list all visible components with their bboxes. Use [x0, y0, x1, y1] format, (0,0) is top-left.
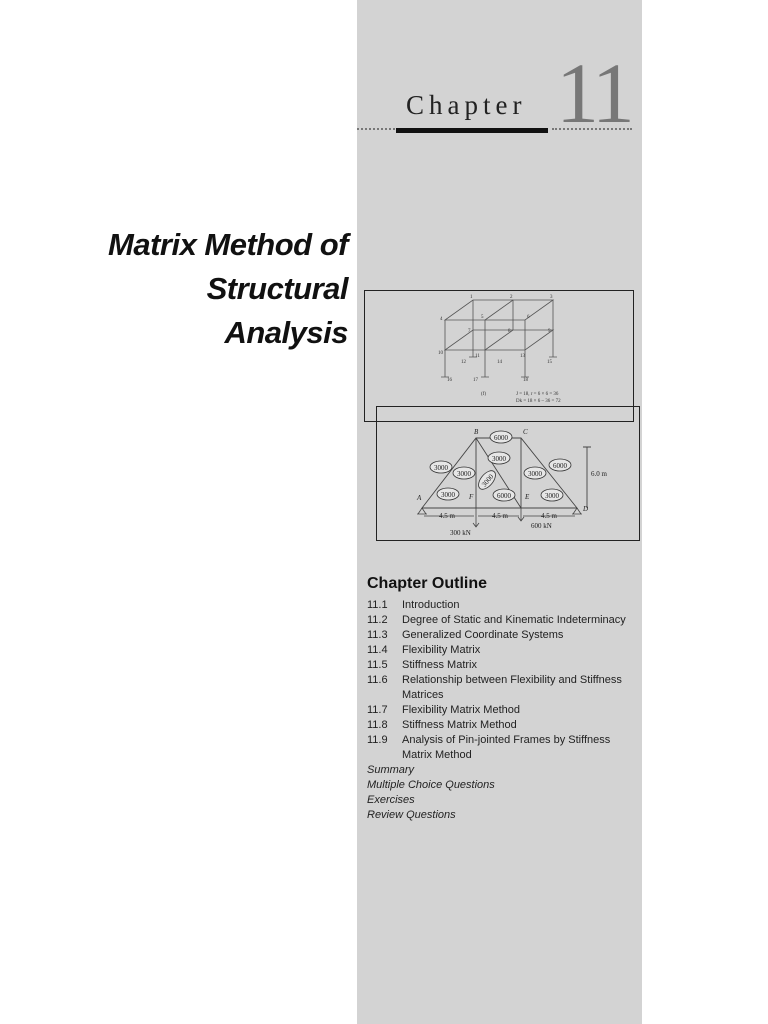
outline-summary: Summary — [367, 764, 415, 776]
frame-node-label: 1 — [470, 295, 473, 300]
outline-item-number: 11.4 — [367, 644, 388, 656]
outline-heading: Chapter Outline — [367, 575, 488, 592]
member-force-label: 3000 — [441, 491, 455, 499]
heading-rule — [396, 128, 548, 133]
outline-item-text: Generalized Coordinate Systems — [402, 629, 564, 641]
member-force-label: 6000 — [494, 434, 508, 442]
member-force-label: 3000 — [545, 492, 559, 500]
outline-mcq: Multiple Choice Questions — [367, 779, 495, 791]
outline-item — [367, 628, 642, 643]
dotted-rule-left — [357, 128, 395, 132]
member-force-label: 6000 — [497, 492, 511, 500]
frame-node-label: 7 — [468, 329, 471, 334]
frame-equation-1: J = 18, r = 6 × 6 = 36 — [516, 392, 559, 397]
outline-item-text: Introduction — [402, 599, 460, 611]
member-force-label: 3000 — [457, 470, 471, 478]
outline-item-number: 11.9 — [367, 734, 388, 746]
outline-item-text: Degree of Static and Kinematic Indeterminacy — [402, 614, 626, 626]
load-label: 300 kN — [450, 529, 471, 537]
frame-node-label: 18 — [523, 378, 528, 383]
outline-item-text: Stiffness Matrix Method — [402, 719, 517, 731]
outline-item — [367, 613, 642, 628]
frame-node-label: 16 — [447, 378, 452, 383]
joint-label-c: C — [523, 428, 528, 436]
member-force-label: 3000 — [434, 464, 448, 472]
outline-exercises: Exercises — [367, 794, 415, 806]
truss-diagram — [377, 407, 638, 539]
frame-node-label: 8 — [508, 329, 511, 334]
frame-node-label: 9 — [548, 329, 551, 334]
frame-node-label: 13 — [520, 354, 525, 359]
frame-node-label: 3 — [550, 295, 553, 300]
frame-node-label: 12 — [461, 360, 466, 365]
outline-item — [367, 703, 642, 718]
chapter-outline — [367, 575, 642, 823]
outline-item-number: 11.7 — [367, 704, 388, 716]
frame-node-label: 10 — [438, 351, 443, 356]
frame-node-label: 14 — [497, 360, 502, 365]
joint-label-f: F — [469, 493, 474, 501]
chapter-label: Chapter — [406, 90, 527, 120]
height-dimension: 6.0 m — [591, 470, 607, 478]
title-line-1: Matrix Method of — [108, 227, 348, 262]
title-line-2: Structural — [206, 271, 348, 306]
frame-caption-letter: (f) — [481, 392, 486, 397]
frame-node-label: 17 — [473, 378, 478, 383]
outline-item-number: 11.8 — [367, 719, 388, 731]
outline-item-text: Relationship between Flexibility and Stiffness Matrices — [402, 674, 622, 701]
joint-label-b: B — [474, 428, 479, 436]
span-dimension: 4.5 m — [492, 512, 508, 520]
title-line-3: Analysis — [224, 315, 348, 350]
member-force-label: 3000 — [480, 472, 496, 489]
outline-item-number: 11.6 — [367, 674, 388, 686]
joint-label-e: E — [525, 493, 530, 501]
outline-item-text: Flexibility Matrix Method — [402, 704, 520, 716]
frame-node-label: 11 — [475, 354, 480, 359]
frame-node-label: 5 — [481, 315, 484, 320]
chapter-title — [108, 223, 348, 355]
outline-item-number: 11.2 — [367, 614, 388, 626]
outline-review-questions: Review Questions — [367, 809, 456, 821]
outline-item-number: 11.3 — [367, 629, 388, 641]
load-label: 600 kN — [531, 522, 552, 530]
outline-item — [367, 673, 642, 703]
truss-figure-box — [376, 406, 640, 541]
member-force-label: 3000 — [528, 470, 542, 478]
chapter-number: 11 — [556, 45, 631, 141]
joint-label-a: A — [417, 494, 422, 502]
joint-label-d: D — [583, 505, 589, 513]
frame-node-label: 2 — [510, 295, 513, 300]
outline-item-text: Flexibility Matrix — [402, 644, 481, 656]
dotted-rule-right — [552, 128, 632, 132]
space-frame-diagram — [365, 291, 632, 420]
outline-item — [367, 718, 642, 733]
frame-figure-box — [364, 290, 634, 422]
outline-item — [367, 643, 642, 658]
span-dimension: 4.5 m — [541, 512, 557, 520]
outline-item — [367, 658, 642, 673]
member-force-label: 3000 — [492, 455, 506, 463]
outline-item — [367, 598, 642, 613]
frame-equation-2: Dk = 18 × 6 – 36 = 72 — [516, 399, 561, 404]
outline-item-number: 11.1 — [367, 599, 388, 611]
outline-item-text: Analysis of Pin-jointed Frames by Stiffness Matrix Method — [402, 734, 611, 761]
outline-item — [367, 733, 642, 763]
frame-node-label: 4 — [440, 317, 443, 322]
outline-item-text: Stiffness Matrix — [402, 659, 477, 671]
frame-node-label: 6 — [527, 315, 530, 320]
frame-node-label: 15 — [547, 360, 552, 365]
outline-item-number: 11.5 — [367, 659, 388, 671]
member-force-label: 6000 — [553, 462, 567, 470]
span-dimension: 4.5 m — [439, 512, 455, 520]
